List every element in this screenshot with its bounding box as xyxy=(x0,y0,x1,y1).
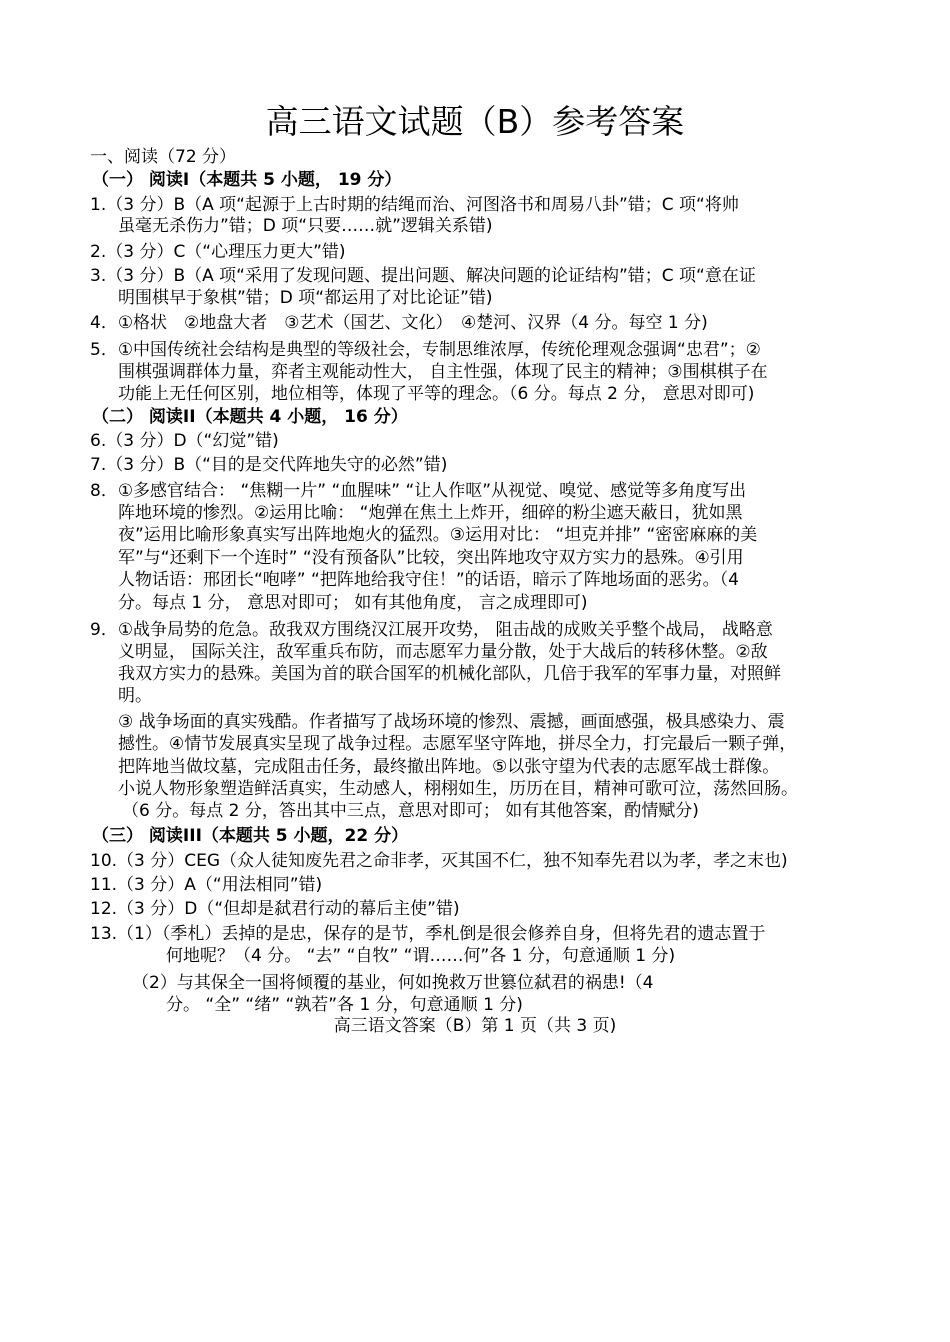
q9-line5: ③ 战争场面的真实残酷。作者描写了战场环境的惨烈、震撼，画面感强，极具感染力、震 xyxy=(118,712,785,732)
page-footer: 高三语文答案（B）第 1 页（共 3 页) xyxy=(333,1016,617,1036)
q9-line3: 我双方实力的悬殊。美国为首的联合国军的机械化部队，几倍于我军的军事力量，对照鲜 xyxy=(118,664,781,684)
q1-line1: 1.（3 分）B（A 项“起源于上古时期的结绳而治、河图洛书和周易八卦”错；C 项“将帅 xyxy=(90,195,739,215)
q9-line4: 明。 xyxy=(118,686,152,706)
part1-heading: （一） 阅读I（本题共 5 小题， 19 分） xyxy=(92,170,402,190)
q9-line2: 义明显， 国际关注，敌军重兵布防，而志愿军力量分散，处于大战后的转移休整。②敌 xyxy=(118,642,768,662)
q9-line7: 把阵地当做坟墓，完成阻击任务，最终撤出阵地。⑤以张守望为代表的志愿军战士群像。 xyxy=(118,757,780,777)
q8-line1: 8．①多感官结合： “焦糊一片” “血腥味” “让人作呕”从视觉、嗅觉、感觉等多角度写出 xyxy=(90,481,747,501)
q11-line1: 11.（3 分）A（“用法相同”错) xyxy=(90,875,323,895)
q2-line1: 2.（3 分）C（“心理压力更大”错) xyxy=(90,242,346,262)
q9-line9: （6 分。每点 2 分，答出其中三点，意思对即可； 如有其他答案，酌情赋分) xyxy=(122,801,699,821)
q10-line1: 10.（3 分）CEG（众人徒知废先君之命非孝，灭其国不仁，独不知奉先君以为孝，孝之末也) xyxy=(90,851,788,871)
q13-2-line1: （2）与其保全一国将倾覆的基业，何如挽救万世篡位弑君的祸患!（4 xyxy=(132,973,654,993)
q13-1-line1: 13.（1）（季札）丢掉的是忠，保存的是节，季札倒是很会修养自身，但将先君的遗志置于 xyxy=(90,924,766,944)
q3-line2: 明围棋早于象棋”错；D 项“都运用了对比论证”错) xyxy=(118,288,493,308)
q9-line8: 小说人物形象塑造鲜活真实，生动感人，栩栩如生，历历在目，精神可歌可泣，荡然回肠。 xyxy=(118,779,798,799)
q8-line2: 阵地环境的惨烈。②运用比喻： “炮弹在焦土上炸开，细碎的粉尘遮天蔽日，犹如黑 xyxy=(118,503,743,523)
part2-heading: （二） 阅读II（本题共 4 小题， 16 分） xyxy=(92,407,408,427)
q5-line2: 围棋强调群体力量，弈者主观能动性大， 自主性强，体现了民主的精神；③围棋棋子在 xyxy=(118,362,768,382)
q8-line3: 夜”运用比喻形象真实写出阵地炮火的猛烈。③运用对比： “坦克并排” “密密麻麻的美 xyxy=(118,525,758,545)
q13-1-line2: 何地呢？（4 分。 “去” “自牧” “谓……何”各 1 分，句意通顺 1 分) xyxy=(166,946,676,966)
q8-line5: 人物话语：邢团长“咆哮” “把阵地给我守住！”的话语，暗示了阵地场面的恶劣。（4 xyxy=(118,570,739,590)
q9-line6: 撼性。④情节发展真实呈现了战争过程。志愿军坚守阵地，拼尽全力，打完最后一颗子弹， xyxy=(118,734,797,754)
q3-line1: 3.（3 分）B（A 项“采用了发现问题、提出问题、解决问题的论证结构”错；C 项“意在证 xyxy=(90,266,756,286)
section-heading: 一、阅读（72 分） xyxy=(90,147,237,167)
q1-line2: 虽毫无杀伤力”错；D 项“只要……就”逻辑关系错) xyxy=(118,216,493,236)
q5-line1: 5．①中国传统社会结构是典型的等级社会，专制思维浓厚，传统伦理观念强调“忠君”；② xyxy=(90,340,761,360)
q8-line4: 军”与“还剩下一个连时” “没有预备队”比较，突出阵地攻守双方实力的悬殊。④引用 xyxy=(118,548,744,568)
q5-line3: 功能上无任何区别，地位相等，体现了平等的理念。（6 分。每点 2 分， 意思对即可) xyxy=(118,384,755,404)
q6-line1: 6.（3 分）D（“幻觉”错) xyxy=(90,431,279,451)
q13-2-line2: 分。 “全” “绪” “孰若”各 1 分，句意通顺 1 分) xyxy=(166,995,523,1015)
q12-line1: 12.（3 分）D（“但却是弑君行动的幕后主使”错) xyxy=(90,899,460,919)
q8-line6: 分。每点 1 分， 意思对即可； 如有其他角度， 言之成理即可) xyxy=(118,593,588,613)
page-title: 高三语文试题（B）参考答案 xyxy=(265,102,685,141)
q9-line1: 9．①战争局势的危急。敌我双方围绕汉江展开攻势， 阻击战的成败关乎整个战局， 战略意 xyxy=(90,620,773,640)
q7-line1: 7.（3 分）B（“目的是交代阵地失守的必然”错) xyxy=(90,455,448,475)
q4-line1: 4．①格状 ②地盘大者 ③艺术（国艺、文化） ④楚河、汉界（4 分。每空 1 分) xyxy=(90,313,708,333)
part3-heading: （三） 阅读III（本题共 5 小题，22 分） xyxy=(92,826,409,846)
